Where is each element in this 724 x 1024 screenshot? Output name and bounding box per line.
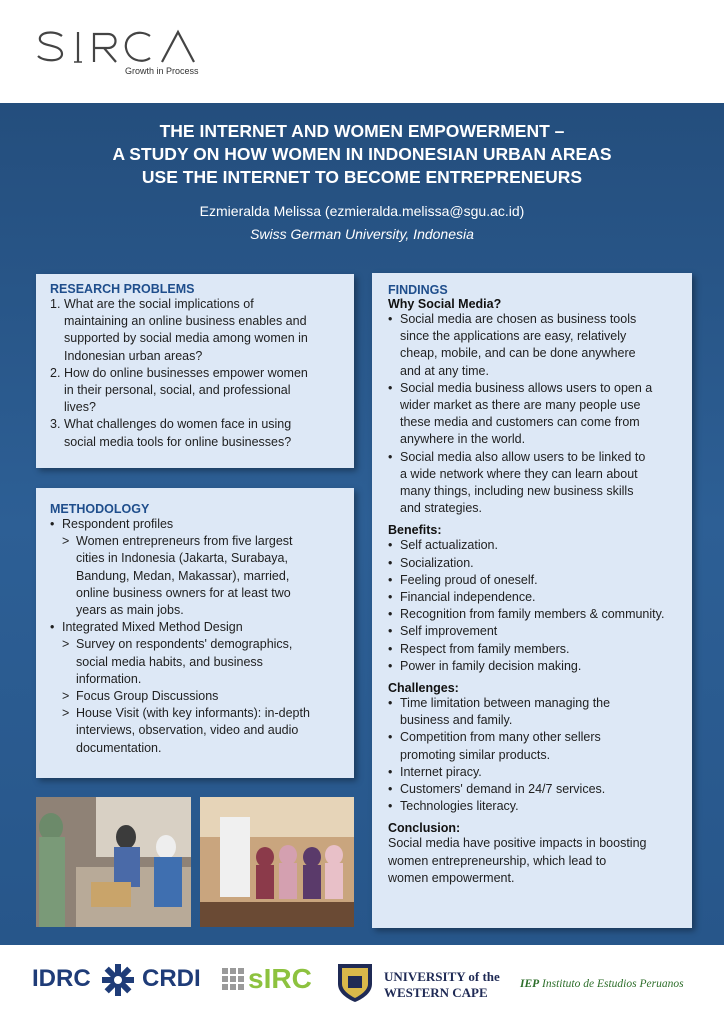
item-text [64,416,291,450]
list-item [388,695,682,729]
benefits-list [388,537,682,675]
bullet-icon: • [388,696,393,711]
text-line: Internet piracy. [400,764,482,779]
text-line: Social media are chosen as business tools [400,312,637,326]
text-line: business and family. [400,713,513,728]
list-item [388,641,682,658]
text-line: women entrepreneurship, which lead to [388,853,607,868]
text-line: social media tools for online businesses? [64,434,292,449]
bullet-icon: • [388,590,393,605]
benefits-heading: Benefits: [388,523,442,538]
list-item [388,623,682,640]
text-line: interviews, observation, video and audio [76,723,299,738]
item-text: Respect from family members. [400,641,570,656]
author: Ezmieralda Melissa (ezmieralda.melissa@sgu.ac.id) [199,203,525,219]
methodology-list [50,516,344,757]
methodology-heading: METHODOLOGY [50,502,150,516]
list-item: > Women entrepreneurs from five largest cities in Indonesia (Jakarta, Surabaya, Bandung, Medan, Makassar), married, online business owners for at least two years as main jobs. [50,533,344,619]
list-item [388,589,682,606]
bullet-icon: • [388,624,393,639]
text-line: social media habits, and business [76,654,263,669]
item-text [400,798,519,815]
text-line: and at any time. [400,363,489,378]
text-line: What challenges do women face in using [64,417,292,432]
list-item [50,416,344,450]
photo-house-visit [36,797,191,927]
text-line: these media and customers can come from [400,415,640,430]
challenges-list [388,695,682,815]
bullet-icon: • [388,312,393,326]
text-line: since the applications are easy, relatively [400,329,627,344]
bullet-icon: • [388,730,393,745]
text-line: documentation. [76,740,162,755]
bullet-icon: • [388,555,393,570]
text-line: House Visit (with key informants): in-depth [76,706,310,721]
text-line: Indonesian urban areas? [64,348,203,363]
item-text [400,764,482,781]
tagline: Growth in Process [125,66,199,76]
item-text: Recognition from family members & community. [400,607,665,622]
list-item [388,781,682,798]
list-item: > House Visit (with key informants): in-depth interviews, observation, video and audio documentation. [50,705,344,757]
text-line: lives? [64,400,96,415]
list-item: > Focus Group Discussions [62,689,219,704]
photo-focus-group [200,797,354,927]
sirc-grid-icon [222,968,246,1001]
text-line: women empowerment. [388,870,515,885]
text-line: Social media business allows users to open a [400,380,653,395]
text-line: What are the social implications of [64,297,254,311]
findings-heading: FINDINGS [388,283,448,297]
list-item [388,380,682,449]
bullet-icon: • [388,799,393,814]
research-problems-card [36,274,354,468]
bullet-icon: • [388,658,393,673]
affiliation: Swiss German University, Indonesia [250,226,474,242]
header [0,0,724,103]
why-list [388,311,682,517]
bullet-icon: • [388,782,393,797]
text-line: Time limitation between managing the [400,696,611,711]
list-item [388,537,682,554]
bullet-icon: • [388,641,393,656]
list-item [388,764,682,781]
text-line: a wide network where they can learn about [400,466,638,481]
conclusion-heading: Conclusion: [388,821,461,836]
item-text: Socialization. [400,555,474,570]
idrc-star-icon [100,962,136,1003]
bullet-icon: • [388,449,393,464]
bullet-icon: • [388,764,393,779]
item-text [400,695,610,729]
list-item [388,798,682,815]
item-number: 2. [50,365,61,380]
conclusion-text [388,835,682,887]
list-item [388,658,682,675]
uwc-logo-line-2: WESTERN CAPE [384,985,488,1000]
text-line: supported by social media among women in [64,331,308,346]
bullet-icon: • [388,572,393,587]
item-text: Power in family decision making. [400,658,582,673]
item-text [400,449,645,518]
text-line: Technologies literacy. [400,799,519,814]
findings-card [372,273,692,928]
list-item [50,296,344,365]
text-line: promoting similar products. [400,747,551,762]
text-line: How do online businesses empower women [64,365,308,380]
text-line: maintaining an online business enables and [64,314,307,329]
title-line-3: USE THE INTERNET TO BECOME ENTREPRENEURS [141,167,583,187]
item-text [400,781,605,798]
text-line: cities in Indonesia (Jakarta, Surabaya, [76,551,288,566]
text-line: Bandung, Medan, Makassar), married, [76,568,290,583]
item-number: 3. [50,417,61,432]
poster-title [0,120,724,189]
bullet-icon: • [388,538,393,553]
text-line: online business owners for at least two [76,585,291,600]
text-line: many things, including new business skills [400,484,634,499]
text-line: Women entrepreneurs from five largest [76,534,293,549]
text-line: Survey on respondents' demographics, [76,637,293,652]
iep-logo: IEP Instituto de Estudios Peruanos [520,978,684,990]
text-line: Customers' demand in 24/7 services. [400,782,606,797]
uwc-crest-icon [336,962,374,1009]
text-line: and strategies. [400,501,482,516]
item-text: Feeling proud of oneself. [400,572,538,587]
title-line-2: A STUDY ON HOW WOMEN IN INDONESIAN URBAN AREAS [112,144,612,164]
list-item: • Integrated Mixed Method Design [50,620,243,635]
item-number: 1. [50,297,61,311]
title-line-1: THE INTERNET AND WOMEN EMPOWERMENT – [159,121,565,141]
text-line: Social media also allow users to be linked to [400,449,646,464]
item-text [64,365,308,417]
text-line: Competition from many other sellers [400,730,601,745]
list-item [388,729,682,763]
item-text [400,311,636,380]
item-text: Self actualization. [400,538,498,553]
sirc-logo: sIRC [248,963,312,994]
challenges-heading: Challenges: [388,681,459,696]
text-line: cheap, mobile, and can be done anywhere [400,346,636,361]
list-item: • Respondent profiles [50,517,174,531]
why-social-media-heading: Why Social Media? [388,297,502,311]
item-text: Self improvement [400,624,498,639]
crdi-logo: CRDI [142,965,201,992]
text-line: Social media have positive impacts in boosting [388,836,647,851]
list-item [388,606,682,623]
bullet-icon: • [388,380,393,395]
list-item [388,449,682,518]
idrc-logo: IDRC [32,965,91,992]
item-text [400,729,601,763]
text-line: information. [76,671,142,686]
research-problems-heading: RESEARCH PROBLEMS [50,282,195,296]
list-item [388,572,682,589]
text-line: wider market as there are many people use [400,398,641,413]
item-text [64,296,308,365]
research-problems-list [50,296,344,451]
list-item [388,555,682,572]
uwc-logo-line-1: UNIVERSITY of the [384,969,500,984]
text-line: in their personal, social, and professional [64,383,291,398]
item-text [400,380,652,449]
list-item [50,365,344,417]
item-text: Financial independence. [400,590,536,605]
text-line: anywhere in the world. [400,432,526,447]
text-line: years as main jobs. [76,603,184,618]
methodology-card [36,488,354,778]
bullet-icon: • [388,607,393,622]
list-item: > Survey on respondents' demographics, social media habits, and business information. [50,636,344,688]
list-item [388,311,682,380]
